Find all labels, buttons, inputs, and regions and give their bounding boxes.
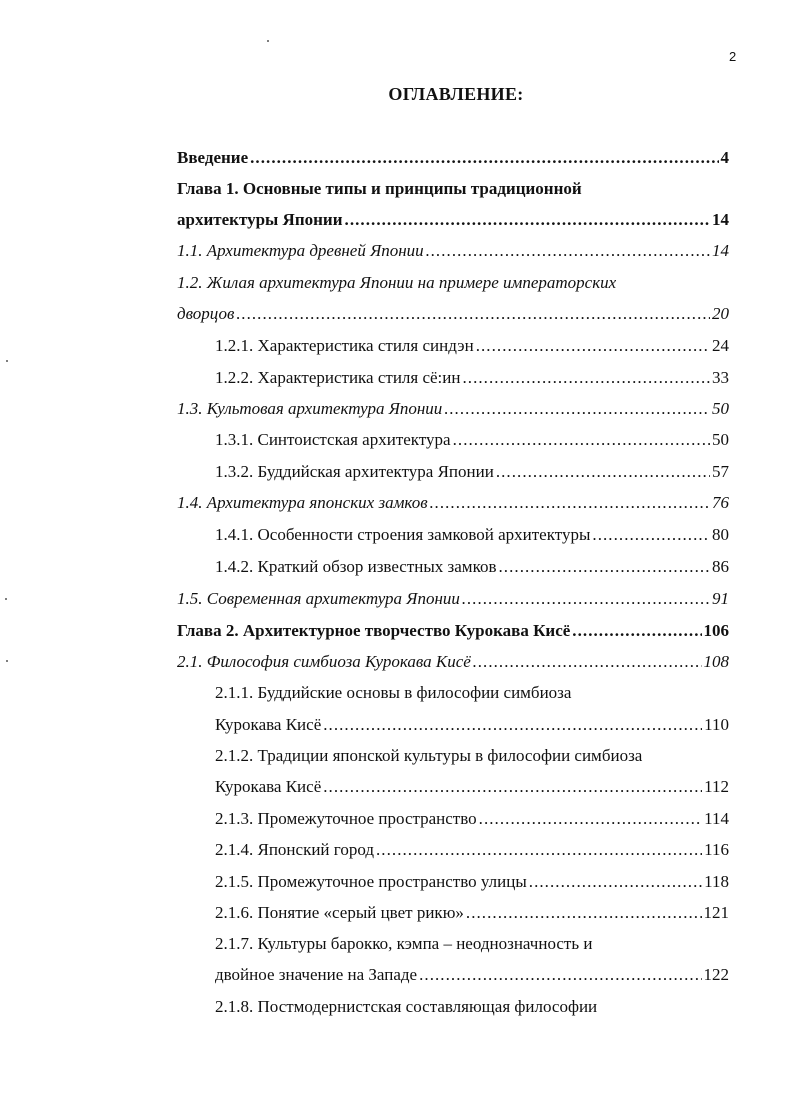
- dot-leader: [345, 208, 710, 232]
- toc-entry-page: 108: [703, 652, 729, 671]
- toc-entry-page: 14: [712, 241, 729, 260]
- toc-entry-text: 2.1.3. Промежуточное пространство: [215, 809, 477, 828]
- toc-entry-1-2-line-1[interactable]: [177, 271, 729, 295]
- toc-entry-page: 80: [712, 525, 729, 544]
- toc-entry-text: 2.1.4. Японский город: [215, 840, 374, 859]
- dot-leader: [444, 397, 710, 421]
- toc-entry-page: 91: [712, 589, 729, 608]
- toc-entry-text: 1.1. Архитектура древней Японии: [177, 241, 424, 260]
- toc-entry-page: 33: [712, 368, 729, 387]
- toc-entry-2-1-8-line-1[interactable]: [215, 995, 729, 1019]
- dot-leader: [323, 775, 702, 799]
- dot-leader: [323, 713, 702, 737]
- dot-leader: [462, 366, 710, 390]
- toc-entry-text: 2.1.8. Постмодернистская составляющая философии: [215, 997, 598, 1016]
- dot-leader: [529, 870, 702, 894]
- toc-entry-text: 1.3. Культовая архитектура Японии: [177, 399, 443, 418]
- toc-entry-text: 1.4. Архитектура японских замков: [177, 493, 428, 512]
- toc-entry-text: 1.5. Современная архитектура Японии: [177, 589, 460, 608]
- toc-entry-page: 86: [712, 557, 729, 576]
- dot-leader: [473, 650, 702, 674]
- toc-entry-2-1-2[interactable]: [215, 775, 729, 799]
- toc-entry-page: 114: [704, 809, 729, 828]
- toc-entry-1-3-1[interactable]: [215, 428, 729, 452]
- toc-entry-page: 112: [704, 777, 729, 796]
- toc-entry-2-1[interactable]: [177, 650, 729, 674]
- toc-entry-page: 118: [704, 872, 729, 891]
- toc-entry-page: 57: [712, 462, 729, 481]
- toc-entry-page: 110: [704, 715, 729, 734]
- toc-entry-page: 24: [712, 336, 729, 355]
- toc-entry-1-4[interactable]: [177, 491, 729, 515]
- toc-entry-text: Глава 2. Архитектурное творчество Курокава Кисё: [177, 621, 571, 640]
- toc-entry-page: 116: [704, 840, 729, 859]
- scan-speck: [5, 598, 7, 600]
- toc-entry-1-2-2[interactable]: [215, 366, 729, 390]
- dot-leader: [250, 146, 718, 170]
- toc-entry-text: 1.4.2. Краткий обзор известных замков: [215, 557, 497, 576]
- dot-leader: [236, 302, 710, 326]
- dot-leader: [430, 491, 710, 515]
- toc-entry-text: 1.4.1. Особенности строения замковой архитектуры: [215, 525, 591, 544]
- page-title: ОГЛАВЛЕНИЕ:: [388, 84, 524, 104]
- scan-speck: [6, 360, 8, 362]
- toc-entry-page: 20: [712, 304, 729, 323]
- toc-entry-2-1-5[interactable]: [215, 870, 729, 894]
- toc-entry-1-3-2[interactable]: [215, 460, 729, 484]
- toc-entry-page: 4: [720, 148, 729, 167]
- toc-entry-2-1-1[interactable]: [215, 713, 729, 737]
- toc-entry-page: 50: [712, 399, 729, 418]
- toc-entry-text: 1.2.1. Характеристика стиля синдэн: [215, 336, 474, 355]
- toc-entry-1-3[interactable]: [177, 397, 729, 421]
- toc-entry-1-1[interactable]: [177, 239, 729, 263]
- toc-entry-chapter-1[interactable]: [177, 208, 729, 232]
- toc-entry-text: 2.1.5. Промежуточное пространство улицы: [215, 872, 527, 891]
- toc-entry-page: 106: [703, 621, 729, 640]
- toc-entry-2-1-3[interactable]: [215, 807, 729, 831]
- toc-entry-1-5[interactable]: [177, 587, 729, 611]
- dot-leader: [453, 428, 710, 452]
- page-number: 2: [729, 49, 737, 64]
- dot-leader: [426, 239, 710, 263]
- scan-speck: [6, 660, 8, 662]
- toc-entry-text: дворцов: [177, 304, 235, 323]
- toc-entry-text: 2.1.2. Традиции японской культуры в философии симбиоза: [215, 746, 643, 765]
- toc-entry-page: 50: [712, 430, 729, 449]
- toc-entry-text: Курокава Кисё: [215, 715, 322, 734]
- toc-entry-text: 2.1. Философия симбиоза Курокава Кисё: [177, 652, 471, 671]
- dot-leader: [466, 901, 702, 925]
- toc-entry-1-4-2[interactable]: [215, 555, 729, 579]
- scan-speck: [267, 40, 269, 42]
- dot-leader: [496, 460, 710, 484]
- toc-entry-page: 14: [712, 210, 729, 229]
- toc-entry-chapter-2[interactable]: [177, 619, 729, 643]
- dot-leader: [479, 807, 702, 831]
- toc-entry-page: 122: [703, 965, 729, 984]
- toc-entry-2-1-1-line-1[interactable]: [215, 681, 729, 705]
- toc-entry-1-2[interactable]: [177, 302, 729, 326]
- toc-entry-2-1-6[interactable]: [215, 901, 729, 925]
- toc-entry-page: 76: [712, 493, 729, 512]
- toc-entry-text: 1.2. Жилая архитектура Японии на примере императорских: [177, 273, 617, 292]
- dot-leader: [499, 555, 711, 579]
- toc-entry-intro[interactable]: [177, 146, 729, 170]
- dot-leader: [419, 963, 701, 987]
- toc-entry-text: 2.1.1. Буддийские основы в философии симбиоза: [215, 683, 572, 702]
- toc-entry-page: 121: [703, 903, 729, 922]
- dot-leader: [462, 587, 710, 611]
- toc-entry-text: Курокава Кисё: [215, 777, 322, 796]
- dot-leader: [376, 838, 702, 862]
- toc-entry-text: 2.1.6. Понятие «серый цвет рикю»: [215, 903, 464, 922]
- toc-entry-text: архитектуры Японии: [177, 210, 343, 229]
- toc-entry-chapter-1-line-1[interactable]: [177, 177, 729, 201]
- toc-entry-2-1-4[interactable]: [215, 838, 729, 862]
- toc-entry-text: Введение: [177, 148, 249, 167]
- toc-entry-text: 1.2.2. Характеристика стиля сё:ин: [215, 368, 461, 387]
- toc-entry-2-1-2-line-1[interactable]: [215, 744, 729, 768]
- toc-entry-text: 2.1.7. Культуры барокко, кэмпа – неоднозначность и: [215, 934, 593, 953]
- toc-entry-2-1-7-line-1[interactable]: [215, 932, 729, 956]
- toc-entry-text: двойное значение на Западе: [215, 965, 418, 984]
- toc-entry-text: 1.3.1. Синтоистская архитектура: [215, 430, 451, 449]
- toc-entry-2-1-7[interactable]: [215, 963, 729, 987]
- toc-entry-text: Глава 1. Основные типы и принципы традиционной: [177, 179, 582, 198]
- dot-leader: [572, 619, 701, 643]
- toc-entry-1-4-1[interactable]: [215, 523, 729, 547]
- toc-entry-text: 1.3.2. Буддийская архитектура Японии: [215, 462, 494, 481]
- toc-entry-1-2-1[interactable]: [215, 334, 729, 358]
- dot-leader: [476, 334, 710, 358]
- dot-leader: [592, 523, 710, 547]
